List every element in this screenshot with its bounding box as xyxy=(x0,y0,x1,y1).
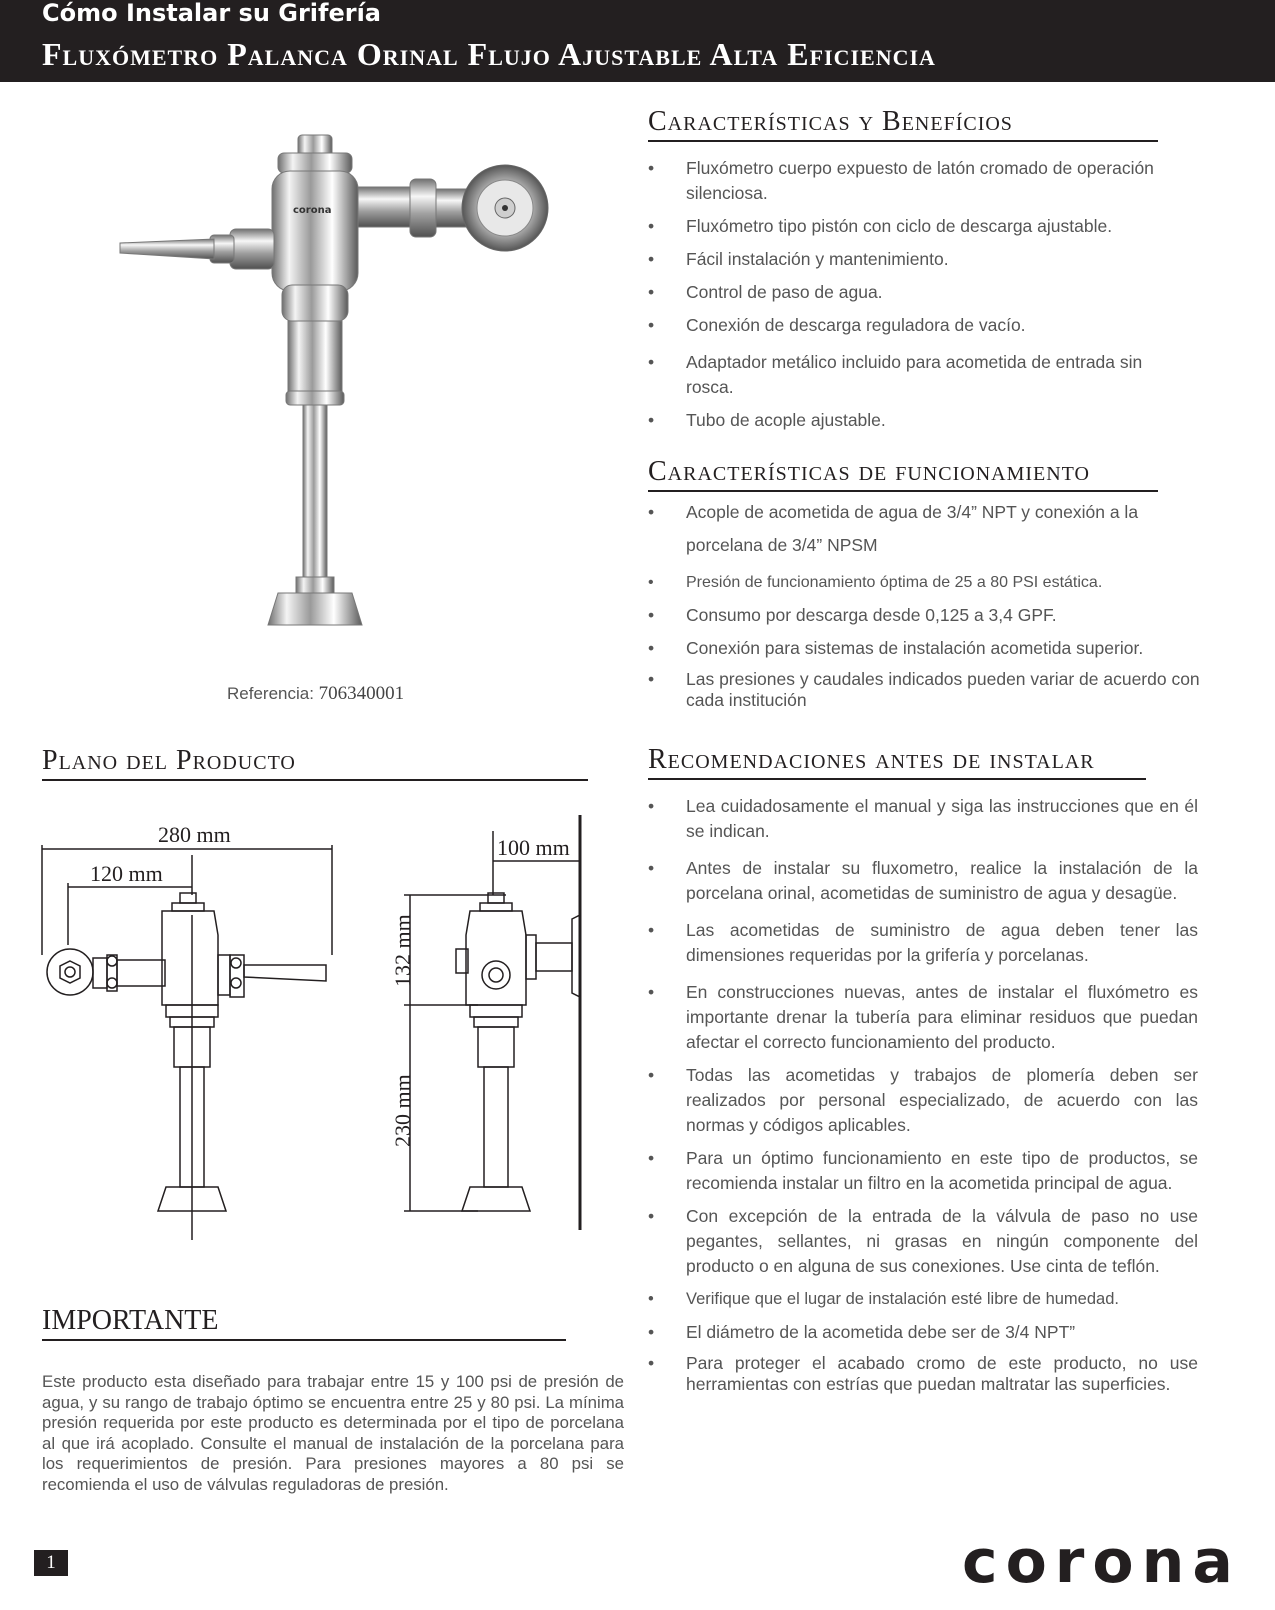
list-item: • Conexión para sistemas de instalación acometida superior. xyxy=(648,636,1208,661)
features-title: Características y Benefícios xyxy=(648,106,1158,142)
list-item: • Adaptador metálico incluido para acometida de entrada sin rosca. xyxy=(648,350,1188,400)
reference-number: 706340001 xyxy=(318,683,405,704)
list-item: • Fácil instalación y mantenimiento. xyxy=(648,247,1188,272)
brand-engraving: corona xyxy=(293,205,332,216)
recommendations-title: Recomendaciones antes de instalar xyxy=(648,744,1146,780)
header-title: Fluxómetro Palanca Orinal Flujo Ajustable Alta Eficiencia xyxy=(42,36,936,72)
list-item: • Fluxómetro tipo pistón con ciclo de descarga ajustable. xyxy=(648,214,1188,239)
operation-list xyxy=(648,496,1208,719)
reference-label: Referencia: xyxy=(227,684,314,703)
product-image xyxy=(110,125,570,655)
product-plan-drawing xyxy=(30,815,610,1275)
list-item: • Todas las acometidas y trabajos de plomería deben ser realizados por personal especializado, de acuerdo con las normas y códigos aplicables. xyxy=(648,1063,1198,1138)
dim-120mm: 120 mm xyxy=(90,861,163,886)
list-item: • Fluxómetro cuerpo expuesto de latón cromado de operación silenciosa. xyxy=(648,156,1188,206)
list-item: • El diámetro de la acometida debe ser de 3/4 NPT” xyxy=(648,1320,1198,1345)
list-item: • Tubo de acople ajustable. xyxy=(648,408,1188,433)
list-item: • Para proteger el acabado cromo de este producto, no use herramientas con estrías que puedan maltratar las superficies. xyxy=(648,1353,1198,1395)
list-item: • Verifique que el lugar de instalación esté libre de humedad. xyxy=(648,1287,1198,1312)
header-subtitle: Cómo Instalar su Grifería xyxy=(42,0,381,27)
list-item: • Acople de acometida de agua de 3/4” NPT y conexión a la porcelana de 3/4” NPSM xyxy=(648,496,1208,562)
list-item: • Para un óptimo funcionamiento en este tipo de productos, se recomienda instalar un filtro en la acometida principal de agua. xyxy=(648,1146,1198,1196)
corona-logo: corona xyxy=(962,1527,1241,1597)
list-item: • Consumo por descarga desde 0,125 a 3,4 GPF. xyxy=(648,603,1208,628)
list-item: • Con excepción de la entrada de la válvula de paso no use pegantes, sellantes, ni grasas en ningún componente del producto o en alguna de sus conexiones. Use cinta de teflón. xyxy=(648,1204,1198,1279)
list-item: • Antes de instalar su fluxometro, realice la instalación de la porcelana orinal, acometidas de suministro de agua y desagüe. xyxy=(648,856,1198,906)
list-item: • Control de paso de agua. xyxy=(648,280,1188,305)
dim-100mm: 100 mm xyxy=(497,835,570,860)
features-list xyxy=(648,156,1188,441)
operation-title: Características de funcionamiento xyxy=(648,456,1158,492)
dim-132mm: 132 mm xyxy=(390,914,415,987)
recommendations-list xyxy=(648,794,1198,1403)
list-item: • Presión de funcionamiento óptima de 25 a 80 PSI estática. xyxy=(648,570,1208,595)
list-item: • Las acometidas de suministro de agua deben tener las dimensiones requeridas por la grifería y porcelanas. xyxy=(648,918,1198,968)
list-item: • En construcciones nuevas, antes de instalar el fluxómetro es importante drenar la tubería para eliminar residuos que puedan afectar el correcto funcionamiento del producto. xyxy=(648,980,1198,1055)
page-header xyxy=(0,0,1275,82)
dim-230mm: 230 mm xyxy=(390,1074,415,1147)
important-title: IMPORTANTE xyxy=(42,1305,566,1341)
page-number: 1 xyxy=(34,1550,68,1576)
product-reference xyxy=(227,683,404,705)
important-text: Este producto esta diseñado para trabajar entre 15 y 100 psi de presión de agua, y su rango de trabajo óptimo se encuentra entre 25 y 80 psi. La mínima presión requerida por este producto es determinada por el tipo de porcelana al que irá acoplado. Consulte el manual de instalación de la porcelana para los requerimientos de presión. Para presiones mayores a 80 psi se recomienda el uso de válvulas reguladoras de presión. xyxy=(42,1372,624,1494)
list-item: • Lea cuidadosamente el manual y siga las instrucciones que en él se indican. xyxy=(648,794,1198,844)
plan-title: Plano del Producto xyxy=(42,745,588,781)
list-item: • Conexión de descarga reguladora de vacío. xyxy=(648,313,1188,338)
list-item: • Las presiones y caudales indicados pueden variar de acuerdo con cada institución xyxy=(648,669,1208,711)
dim-280mm: 280 mm xyxy=(158,822,231,847)
